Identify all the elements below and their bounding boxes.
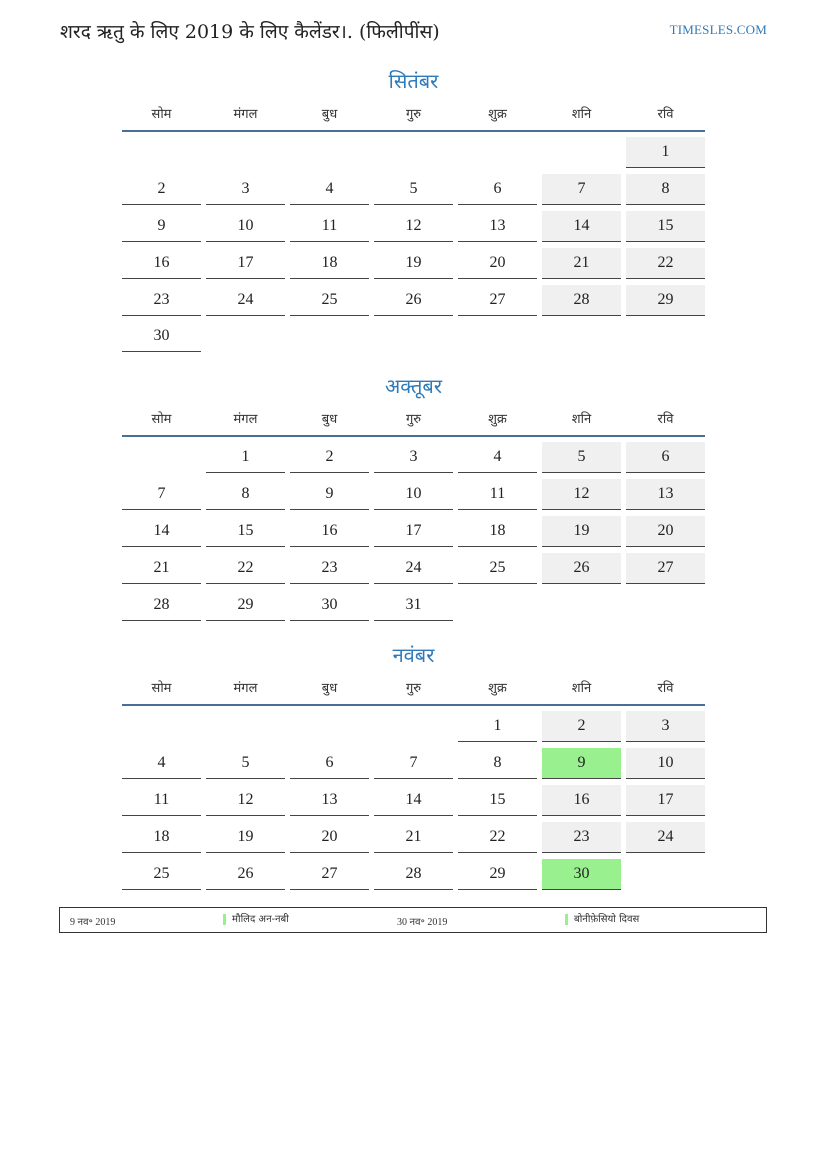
day-cell: 6 xyxy=(626,442,705,473)
day-cell: 8 xyxy=(206,479,285,510)
day-cell: 6 xyxy=(458,174,537,205)
day-cell: 13 xyxy=(458,211,537,242)
day-cell: 20 xyxy=(458,248,537,279)
day-cell: 22 xyxy=(458,822,537,853)
day-cell: 1 xyxy=(458,711,537,742)
day-cell: 19 xyxy=(374,248,453,279)
empty-cell xyxy=(458,137,537,167)
legend-date: 30 नव॰ 2019 xyxy=(397,917,448,928)
day-cell: 13 xyxy=(626,479,705,510)
day-cell: 17 xyxy=(626,785,705,816)
legend-date: 9 नव॰ 2019 xyxy=(70,917,116,928)
weekday-header xyxy=(122,96,705,132)
day-cell: 20 xyxy=(290,822,369,853)
day-cell: 12 xyxy=(374,211,453,242)
day-cell: 26 xyxy=(542,553,621,584)
day-cell: 16 xyxy=(542,785,621,816)
day-cell: 12 xyxy=(206,785,285,816)
day-cell: 2 xyxy=(542,711,621,742)
day-cell: 17 xyxy=(374,516,453,547)
month-title: नवंबर xyxy=(392,643,435,667)
day-cell: 5 xyxy=(374,174,453,205)
day-cell: 13 xyxy=(290,785,369,816)
legend-holiday-name: बोनीफ़ेसियो दिवस xyxy=(565,914,639,925)
day-cell: 21 xyxy=(542,248,621,279)
page-title: शरद ऋतु के लिए 2019 के लिए कैलेंडर।. (फिलीपींस) xyxy=(60,21,440,43)
weekday-label: रवि xyxy=(657,107,674,122)
day-cell: 27 xyxy=(626,553,705,584)
empty-cell xyxy=(542,137,621,167)
day-cell: 2 xyxy=(122,174,201,205)
weekday-label: मंगल xyxy=(233,412,258,427)
day-cell: 26 xyxy=(374,285,453,316)
weekday-label: मंगल xyxy=(233,107,258,122)
empty-cell xyxy=(206,137,285,167)
day-cell: 11 xyxy=(122,785,201,816)
weekday-label: शनि xyxy=(571,107,592,122)
legend-holiday-name: मौलिद अन-नबी xyxy=(223,914,289,925)
day-cell: 4 xyxy=(122,748,201,779)
day-cell: 6 xyxy=(290,748,369,779)
day-cell: 16 xyxy=(290,516,369,547)
day-cell: 30 xyxy=(290,590,369,621)
site-link[interactable]: TIMESLES.COM xyxy=(669,22,767,37)
empty-cell xyxy=(122,442,201,472)
weekday-label: शनि xyxy=(571,681,592,696)
empty-cell xyxy=(122,711,201,741)
day-cell: 18 xyxy=(290,248,369,279)
weekday-label: बुध xyxy=(321,412,338,427)
day-cell: 31 xyxy=(374,590,453,621)
day-cell: 24 xyxy=(626,822,705,853)
weekday-label: सोम xyxy=(151,681,172,696)
day-cell: 4 xyxy=(458,442,537,473)
day-cell: 15 xyxy=(458,785,537,816)
weekday-label: रवि xyxy=(657,412,674,427)
weekday-label: शुक्र xyxy=(488,681,507,696)
weekday-label: शुक्र xyxy=(488,107,507,122)
day-cell: 14 xyxy=(542,211,621,242)
day-cell: 29 xyxy=(458,859,537,890)
day-cell: 19 xyxy=(542,516,621,547)
day-cell: 8 xyxy=(626,174,705,205)
day-cell: 7 xyxy=(122,479,201,510)
day-cell: 11 xyxy=(458,479,537,510)
day-cell: 20 xyxy=(626,516,705,547)
day-cell: 1 xyxy=(206,442,285,473)
day-cell: 18 xyxy=(122,822,201,853)
month-november xyxy=(122,640,705,895)
day-cell: 7 xyxy=(542,174,621,205)
weekday-header xyxy=(122,401,705,437)
days-grid xyxy=(122,442,705,626)
day-cell: 10 xyxy=(374,479,453,510)
days-grid xyxy=(122,137,705,358)
day-cell: 23 xyxy=(122,285,201,316)
day-cell: 10 xyxy=(626,748,705,779)
day-cell: 22 xyxy=(626,248,705,279)
weekday-label: शनि xyxy=(571,412,592,427)
day-cell: 21 xyxy=(122,553,201,584)
weekday-label: सोम xyxy=(151,412,172,427)
day-cell: 29 xyxy=(626,285,705,316)
day-cell: 17 xyxy=(206,248,285,279)
day-cell: 4 xyxy=(290,174,369,205)
day-cell: 19 xyxy=(206,822,285,853)
empty-cell xyxy=(374,137,453,167)
weekday-label: रवि xyxy=(657,681,674,696)
weekday-label: सोम xyxy=(151,107,172,122)
day-cell: 28 xyxy=(122,590,201,621)
day-cell: 23 xyxy=(290,553,369,584)
day-cell: 11 xyxy=(290,211,369,242)
weekday-label: गुरु xyxy=(405,412,422,427)
days-grid xyxy=(122,711,705,895)
day-cell: 28 xyxy=(374,859,453,890)
day-cell: 2 xyxy=(290,442,369,473)
weekday-label: गुरु xyxy=(405,107,422,122)
day-cell: 3 xyxy=(626,711,705,742)
empty-cell xyxy=(374,711,453,741)
day-cell: 25 xyxy=(458,553,537,584)
day-cell: 15 xyxy=(206,516,285,547)
day-cell: 23 xyxy=(542,822,621,853)
empty-cell xyxy=(290,137,369,167)
day-cell: 14 xyxy=(122,516,201,547)
holiday-day-cell: 30 xyxy=(542,859,621,890)
month-title: अक्तूबर xyxy=(385,374,442,398)
day-cell: 5 xyxy=(206,748,285,779)
day-cell: 21 xyxy=(374,822,453,853)
day-cell: 24 xyxy=(206,285,285,316)
weekday-label: मंगल xyxy=(233,681,258,696)
day-cell: 25 xyxy=(122,859,201,890)
day-cell: 26 xyxy=(206,859,285,890)
day-cell: 27 xyxy=(458,285,537,316)
month-september xyxy=(122,66,705,358)
weekday-label: गुरु xyxy=(405,681,422,696)
empty-cell xyxy=(122,137,201,167)
day-cell: 12 xyxy=(542,479,621,510)
day-cell: 24 xyxy=(374,553,453,584)
day-cell: 3 xyxy=(206,174,285,205)
day-cell: 28 xyxy=(542,285,621,316)
day-cell: 25 xyxy=(290,285,369,316)
day-cell: 27 xyxy=(290,859,369,890)
weekday-label: बुध xyxy=(321,107,338,122)
holiday-legend xyxy=(59,907,767,933)
day-cell: 9 xyxy=(122,211,201,242)
day-cell: 10 xyxy=(206,211,285,242)
day-cell: 7 xyxy=(374,748,453,779)
month-title: सितंबर xyxy=(388,69,439,93)
day-cell: 22 xyxy=(206,553,285,584)
day-cell: 15 xyxy=(626,211,705,242)
day-cell: 18 xyxy=(458,516,537,547)
empty-cell xyxy=(206,711,285,741)
day-cell: 8 xyxy=(458,748,537,779)
holiday-day-cell: 9 xyxy=(542,748,621,779)
weekday-label: बुध xyxy=(321,681,338,696)
day-cell: 3 xyxy=(374,442,453,473)
day-cell: 14 xyxy=(374,785,453,816)
empty-cell xyxy=(290,711,369,741)
day-cell: 16 xyxy=(122,248,201,279)
day-cell: 5 xyxy=(542,442,621,473)
day-cell: 30 xyxy=(122,321,201,352)
day-cell: 9 xyxy=(290,479,369,510)
month-october xyxy=(122,371,705,626)
day-cell: 1 xyxy=(626,137,705,168)
day-cell: 29 xyxy=(206,590,285,621)
weekday-header xyxy=(122,670,705,706)
weekday-label: शुक्र xyxy=(488,412,507,427)
